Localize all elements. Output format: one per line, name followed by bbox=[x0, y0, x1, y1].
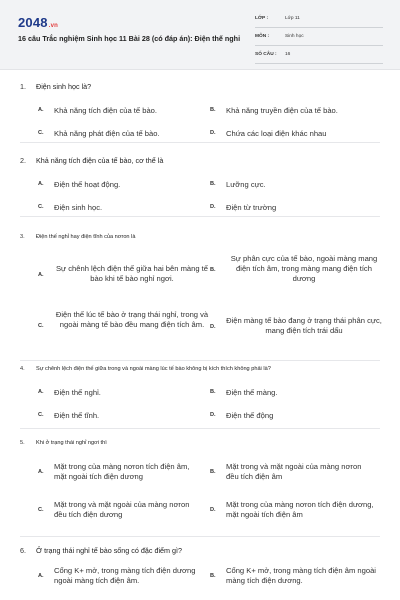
question-stem: 6. Ở trạng thái nghỉ tế bào sống có đặc điểm gì? bbox=[20, 546, 183, 555]
question-stem: 2. Khả năng tích điện của tế bào, cơ thể là bbox=[20, 156, 164, 165]
meta-row-count bbox=[255, 50, 383, 64]
divider bbox=[20, 142, 380, 143]
meta-key: LỚP : bbox=[255, 16, 269, 21]
divider bbox=[20, 360, 380, 361]
meta-info bbox=[255, 14, 383, 68]
page-header bbox=[0, 0, 400, 70]
divider bbox=[20, 536, 380, 537]
meta-row-class bbox=[255, 14, 383, 28]
page-title: 16 câu Trắc nghiệm Sinh học 11 Bài 28 (có đáp án): Điện thế nghỉ bbox=[18, 34, 241, 43]
meta-row-subject bbox=[255, 32, 383, 46]
meta-value: Lớp 11 bbox=[285, 16, 300, 21]
divider bbox=[20, 216, 380, 217]
logo-suffix: .vn bbox=[48, 23, 59, 29]
meta-value: Sinh học bbox=[285, 34, 304, 39]
meta-key: SỐ CÂU : bbox=[255, 52, 277, 57]
meta-value: 16 bbox=[285, 52, 291, 57]
meta-key: MÔN : bbox=[255, 34, 270, 39]
question-stem: 5. Khi ở trạng thái nghỉ ngơi thì bbox=[20, 440, 107, 446]
question-stem: 1. Điện sinh học là? bbox=[20, 82, 92, 91]
site-logo[interactable] bbox=[18, 15, 58, 30]
question-stem: 4. Sự chênh lệch điện thế giữa trong và ngoài màng lúc tế bào không bị kích thích không phải là? bbox=[20, 366, 271, 372]
question-stem: 3. Điện thế nghỉ hay điện tĩnh của nơron là bbox=[20, 234, 136, 240]
logo-main: 2048 bbox=[18, 15, 48, 30]
divider bbox=[20, 428, 380, 429]
